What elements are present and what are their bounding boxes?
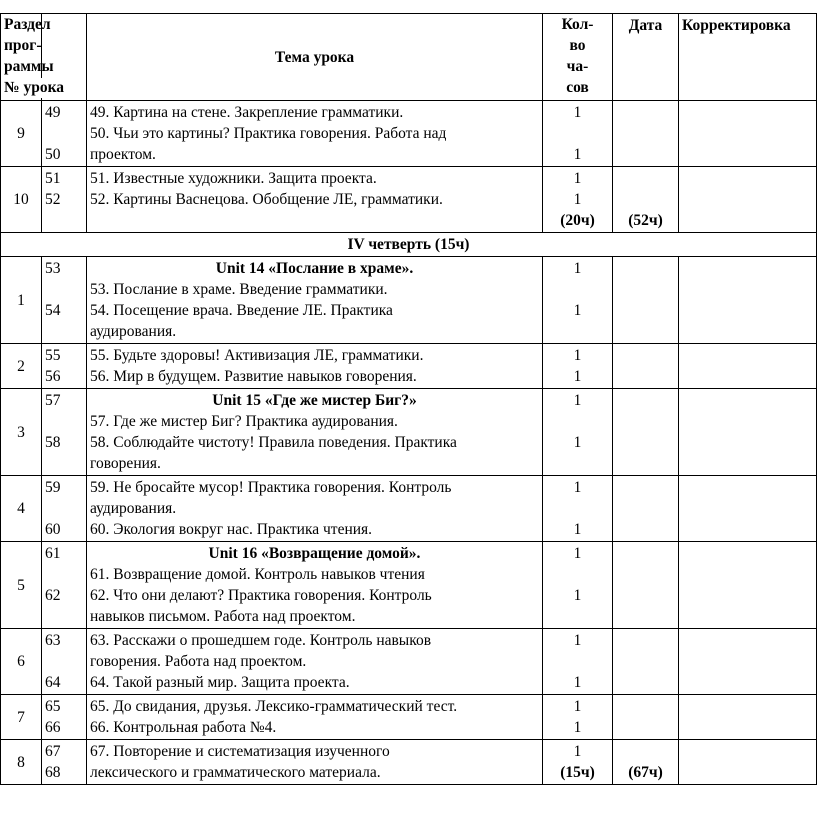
topic-cell: [87, 695, 543, 740]
lesson-number: 56: [45, 368, 61, 385]
topic-line: 51. Известные художники. Защита проекта.: [90, 170, 377, 187]
lesson-number-cell: [42, 542, 87, 629]
hours-cell: [543, 695, 613, 740]
lesson-number: 50: [45, 146, 61, 163]
lesson-number: 61: [45, 545, 61, 562]
lesson-number: 65: [45, 698, 61, 715]
table-row: [1, 344, 817, 389]
date-cell: [613, 629, 679, 695]
topic-line: аудирования.: [90, 323, 177, 340]
date-total: (52ч): [628, 212, 663, 229]
correction-cell: [679, 629, 817, 695]
lesson-number: 66: [45, 719, 61, 736]
topic-line: 67. Повторение и систематизация изученного: [90, 743, 390, 760]
correction-cell: [679, 542, 817, 629]
hours-cell: [543, 257, 613, 344]
topic-line: 65. До свидания, друзья. Лексико-грамматический тест.: [90, 698, 458, 715]
header-row: [1, 14, 817, 101]
topic-cell: [87, 542, 543, 629]
section-cell: 2: [1, 344, 42, 389]
topic-line: 56. Мир в будущем. Развитие навыков говорения.: [90, 368, 417, 385]
header-date-label: Дата: [628, 17, 663, 34]
topic-cell: [87, 101, 543, 167]
topic-line: говорения. Работа над проектом.: [90, 653, 307, 670]
hours-cell: [543, 167, 613, 233]
date-cell: [613, 740, 679, 785]
table-row: [1, 257, 817, 344]
lesson-number: 57: [45, 392, 61, 409]
correction-cell: [679, 344, 817, 389]
hours-value: 1: [573, 347, 582, 364]
topic-line: 49. Картина на стене. Закрепление грамматики.: [90, 104, 404, 121]
topic-line: 52. Картины Васнецова. Обобщение ЛЕ, грамматики.: [90, 191, 443, 208]
lesson-number: 60: [45, 521, 61, 538]
lesson-number: [45, 564, 83, 585]
header-hours-line: сов: [566, 79, 589, 96]
date-cell: [613, 695, 679, 740]
topic-line: говорения.: [90, 455, 161, 472]
quarter-row: [1, 233, 817, 257]
topic-cell: [87, 740, 543, 785]
header-correction: [679, 14, 817, 101]
date-cell: [613, 389, 679, 476]
lesson-number: [45, 123, 83, 144]
lesson-number: 54: [45, 302, 61, 319]
table-row: [1, 695, 817, 740]
quarter-title: IV четверть (15ч): [1, 233, 817, 257]
lesson-number: 68: [45, 764, 61, 781]
topic-line: проектом.: [90, 146, 156, 163]
lesson-number: 64: [45, 674, 61, 691]
date-total: (67ч): [628, 764, 663, 781]
lesson-number: [45, 651, 83, 672]
topic-line: лексического и грамматического материала.: [90, 764, 381, 781]
topic-cell: [87, 344, 543, 389]
correction-cell: [679, 695, 817, 740]
hours-value: 1: [573, 719, 582, 736]
topic-line: 59. Не бросайте мусор! Практика говорения. Контроль: [90, 479, 452, 496]
topic-line: 50. Чьи это картины? Практика говорения. Работа над: [90, 125, 447, 142]
hours-value: [546, 498, 609, 519]
hours-cell: [543, 389, 613, 476]
header-section-line: прог-: [4, 37, 42, 54]
section-cell: 10: [1, 167, 42, 233]
topic-line: 61. Возвращение домой. Контроль навыков чтения: [90, 566, 425, 583]
lesson-number: 62: [45, 587, 61, 604]
hours-value: 1: [573, 545, 582, 562]
header-lesson-number-label: № урока: [4, 78, 84, 98]
hours-value: 1: [573, 479, 582, 496]
date-cell: [613, 167, 679, 233]
header-date: [613, 14, 679, 101]
correction-cell: [679, 389, 817, 476]
lesson-number-cell: [42, 167, 87, 233]
hours-value: 1: [573, 674, 582, 691]
topic-line: 64. Такой разный мир. Защита проекта.: [90, 674, 350, 691]
lesson-number: 53: [45, 260, 61, 277]
correction-cell: [679, 257, 817, 344]
lesson-number: 55: [45, 347, 61, 364]
hours-value: 1: [573, 632, 582, 649]
header-section-line: раммы: [4, 58, 54, 75]
unit-title: Unit 15 «Где же мистер Биг?»: [212, 392, 417, 409]
hours-value: 1: [573, 743, 582, 760]
lesson-number: 67: [45, 743, 61, 760]
topic-cell: [87, 629, 543, 695]
date-cell: [613, 542, 679, 629]
lesson-number-cell: [42, 629, 87, 695]
topic-line: 55. Будьте здоровы! Активизация ЛЕ, грамматики.: [90, 347, 424, 364]
lesson-number-cell: [42, 101, 87, 167]
topic-cell: [87, 476, 543, 542]
lesson-number-cell: [42, 476, 87, 542]
hours-value: 1: [573, 698, 582, 715]
table-row: [1, 101, 817, 167]
lesson-number: 59: [45, 479, 61, 496]
header-hours-line: Кол-: [561, 16, 594, 33]
topic-line: 63. Расскажи о прошедшем годе. Контроль навыков: [90, 632, 432, 649]
hours-value: 1: [573, 260, 582, 277]
hours-value: 1: [573, 302, 582, 319]
hours-value: 1: [573, 170, 582, 187]
header-hours-line: во: [569, 37, 586, 54]
hours-value: [546, 123, 609, 144]
hours-value: [546, 564, 609, 585]
header-section-line: Раздел: [4, 16, 51, 33]
hours-value: 1: [573, 146, 582, 163]
lesson-number: 63: [45, 632, 61, 649]
header-correction-label: Корректировка: [682, 17, 791, 34]
correction-cell: [679, 167, 817, 233]
date-cell: [613, 257, 679, 344]
date-cell: [613, 101, 679, 167]
table-row: [1, 167, 817, 233]
hours-value: 1: [573, 368, 582, 385]
hours-cell: [543, 476, 613, 542]
topic-cell: [87, 389, 543, 476]
topic-cell: [87, 167, 543, 233]
hours-value: 1: [573, 434, 582, 451]
header-topic-label: Тема урока: [274, 48, 355, 66]
section-cell: 6: [1, 629, 42, 695]
lesson-number: 51: [45, 170, 61, 187]
unit-title: Unit 14 «Послание в храме».: [215, 260, 414, 277]
hours-cell: [543, 101, 613, 167]
hours-value: [546, 279, 609, 300]
hours-cell: [543, 542, 613, 629]
lesson-number: 52: [45, 191, 61, 208]
table-row: [1, 389, 817, 476]
header-hours: [543, 14, 613, 101]
lesson-number: [45, 498, 83, 519]
hours-value: 1: [573, 392, 582, 409]
topic-line: 66. Контрольная работа №4.: [90, 719, 277, 736]
hours-value: [546, 651, 609, 672]
table-row: [1, 542, 817, 629]
correction-cell: [679, 101, 817, 167]
section-cell: 9: [1, 101, 42, 167]
section-cell: 4: [1, 476, 42, 542]
lesson-number-cell: [42, 389, 87, 476]
lesson-number-cell: [42, 740, 87, 785]
lesson-number: [45, 411, 83, 432]
hours-cell: [543, 344, 613, 389]
correction-cell: [679, 476, 817, 542]
table-row: [1, 629, 817, 695]
correction-cell: [679, 740, 817, 785]
topic-line: 60. Экология вокруг нас. Практика чтения.: [90, 521, 373, 538]
lesson-rows: [1, 101, 817, 785]
topic-line: 53. Послание в храме. Введение грамматики.: [90, 281, 388, 298]
lesson-number-cell: [42, 257, 87, 344]
lesson-number: 58: [45, 434, 61, 451]
section-cell: 3: [1, 389, 42, 476]
header-hours-line: ча-: [566, 58, 589, 75]
hours-value: 1: [573, 587, 582, 604]
hours-cell: [543, 740, 613, 785]
lesson-plan-table: [0, 13, 817, 785]
hours-cell: [543, 629, 613, 695]
date-cell: [613, 476, 679, 542]
section-cell: 1: [1, 257, 42, 344]
table-row: [1, 740, 817, 785]
header-topic: [87, 14, 543, 101]
lesson-number: [45, 279, 83, 300]
hours-value: 1: [573, 521, 582, 538]
unit-title: Unit 16 «Возвращение домой».: [208, 545, 421, 562]
topic-line: 58. Соблюдайте чистоту! Правила поведения. Практика: [90, 434, 457, 451]
topic-cell: [87, 257, 543, 344]
section-cell: 7: [1, 695, 42, 740]
section-cell: 8: [1, 740, 42, 785]
table-row: [1, 476, 817, 542]
hours-value: 1: [573, 104, 582, 121]
topic-line: 62. Что они делают? Практика говорения. Контроль: [90, 587, 432, 604]
hours-value: (20ч): [560, 212, 595, 229]
hours-value: (15ч): [560, 764, 595, 781]
lesson-number-cell: [42, 344, 87, 389]
section-cell: 5: [1, 542, 42, 629]
date-cell: [613, 344, 679, 389]
lesson-number-cell: [42, 695, 87, 740]
hours-value: 1: [573, 191, 582, 208]
lesson-number: 49: [45, 104, 61, 121]
hours-value: [546, 411, 609, 432]
topic-line: 57. Где же мистер Биг? Практика аудирования.: [90, 413, 398, 430]
topic-line: аудирования.: [90, 500, 177, 517]
topic-line: навыков письмом. Работа над проектом.: [90, 608, 356, 625]
topic-line: 54. Посещение врача. Введение ЛЕ. Практика: [90, 302, 393, 319]
